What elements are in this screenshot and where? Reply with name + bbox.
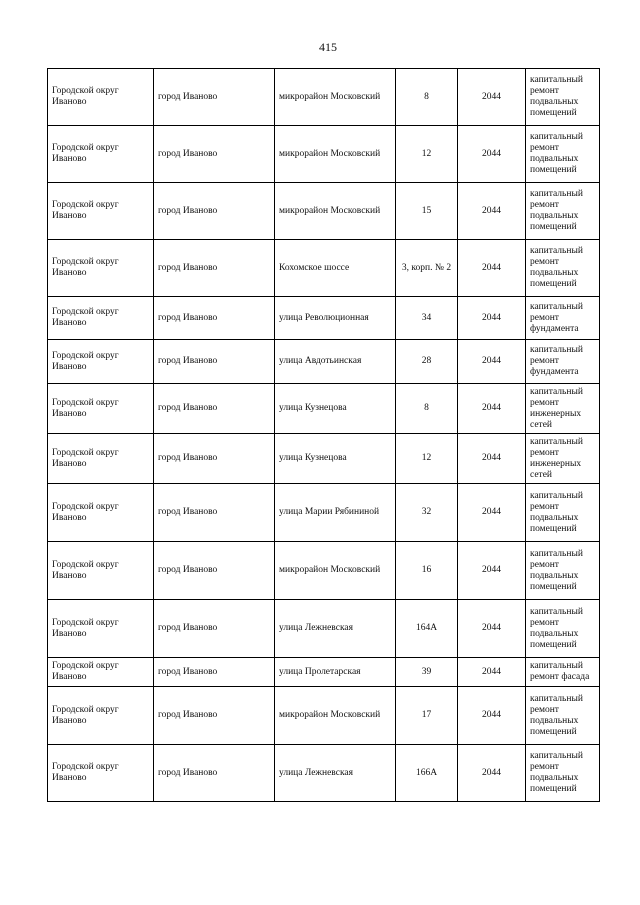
municipality-cell: Городской округ Иваново xyxy=(48,183,154,240)
work-type-cell: капитальный ремонт подвальных помещений xyxy=(526,687,600,745)
table-row xyxy=(48,745,600,802)
year-cell: 2044 xyxy=(458,434,526,484)
municipality-cell: Городской округ Иваново xyxy=(48,297,154,340)
year-cell: 2044 xyxy=(458,384,526,434)
house-number-cell: 8 xyxy=(396,384,458,434)
municipality-cell: Городской округ Иваново xyxy=(48,542,154,600)
house-number-cell: 34 xyxy=(396,297,458,340)
municipality-cell: Городской округ Иваново xyxy=(48,126,154,183)
year-cell: 2044 xyxy=(458,484,526,542)
house-number-cell: 39 xyxy=(396,658,458,687)
table-row xyxy=(48,542,600,600)
street-cell: микрорайон Московский xyxy=(275,126,396,183)
city-cell: город Иваново xyxy=(154,340,275,384)
work-type-cell: капитальный ремонт подвальных помещений xyxy=(526,240,600,297)
work-type-cell: капитальный ремонт подвальных помещений xyxy=(526,126,600,183)
house-number-cell: 17 xyxy=(396,687,458,745)
municipality-cell: Городской округ Иваново xyxy=(48,240,154,297)
street-cell: улица Авдотьинская xyxy=(275,340,396,384)
year-cell: 2044 xyxy=(458,658,526,687)
table-row xyxy=(48,297,600,340)
house-number-cell: 12 xyxy=(396,126,458,183)
city-cell: город Иваново xyxy=(154,240,275,297)
year-cell: 2044 xyxy=(458,745,526,802)
city-cell: город Иваново xyxy=(154,745,275,802)
year-cell: 2044 xyxy=(458,542,526,600)
work-type-cell: капитальный ремонт подвальных помещений xyxy=(526,183,600,240)
year-cell: 2044 xyxy=(458,600,526,658)
street-cell: улица Пролетарская xyxy=(275,658,396,687)
year-cell: 2044 xyxy=(458,687,526,745)
repair-schedule-table xyxy=(47,68,600,802)
street-cell: улица Революционная xyxy=(275,297,396,340)
street-cell: улица Лежневская xyxy=(275,745,396,802)
table-row xyxy=(48,484,600,542)
house-number-cell: 16 xyxy=(396,542,458,600)
year-cell: 2044 xyxy=(458,297,526,340)
street-cell: микрорайон Московский xyxy=(275,542,396,600)
municipality-cell: Городской округ Иваново xyxy=(48,384,154,434)
work-type-cell: капитальный ремонт фундамента xyxy=(526,340,600,384)
work-type-cell: капитальный ремонт подвальных помещений xyxy=(526,484,600,542)
work-type-cell: капитальный ремонт подвальных помещений xyxy=(526,745,600,802)
municipality-cell: Городской округ Иваново xyxy=(48,434,154,484)
table-row xyxy=(48,69,600,126)
house-number-cell: 12 xyxy=(396,434,458,484)
year-cell: 2044 xyxy=(458,183,526,240)
work-type-cell: капитальный ремонт подвальных помещений xyxy=(526,542,600,600)
city-cell: город Иваново xyxy=(154,687,275,745)
page-number: 415 xyxy=(319,40,337,54)
municipality-cell: Городской округ Иваново xyxy=(48,340,154,384)
table-body xyxy=(48,69,600,802)
house-number-cell: 166А xyxy=(396,745,458,802)
city-cell: город Иваново xyxy=(154,542,275,600)
work-type-cell: капитальный ремонт подвальных помещений xyxy=(526,600,600,658)
house-number-cell: 8 xyxy=(396,69,458,126)
municipality-cell: Городской округ Иваново xyxy=(48,600,154,658)
street-cell: микрорайон Московский xyxy=(275,183,396,240)
table-row xyxy=(48,340,600,384)
table-row xyxy=(48,126,600,183)
work-type-cell: капитальный ремонт фундамента xyxy=(526,297,600,340)
work-type-cell: капитальный ремонт подвальных помещений xyxy=(526,69,600,126)
year-cell: 2044 xyxy=(458,126,526,183)
city-cell: город Иваново xyxy=(154,69,275,126)
house-number-cell: 15 xyxy=(396,183,458,240)
table-row xyxy=(48,183,600,240)
table-row xyxy=(48,600,600,658)
city-cell: город Иваново xyxy=(154,484,275,542)
city-cell: город Иваново xyxy=(154,600,275,658)
house-number-cell: 3, корп. № 2 xyxy=(396,240,458,297)
year-cell: 2044 xyxy=(458,240,526,297)
street-cell: микрорайон Московский xyxy=(275,69,396,126)
municipality-cell: Городской округ Иваново xyxy=(48,484,154,542)
street-cell: улица Кузнецова xyxy=(275,384,396,434)
house-number-cell: 32 xyxy=(396,484,458,542)
table-row xyxy=(48,240,600,297)
city-cell: город Иваново xyxy=(154,183,275,240)
municipality-cell: Городской округ Иваново xyxy=(48,69,154,126)
city-cell: город Иваново xyxy=(154,384,275,434)
city-cell: город Иваново xyxy=(154,658,275,687)
year-cell: 2044 xyxy=(458,69,526,126)
municipality-cell: Городской округ Иваново xyxy=(48,745,154,802)
municipality-cell: Городской округ Иваново xyxy=(48,687,154,745)
street-cell: улица Марии Рябининой xyxy=(275,484,396,542)
table-row xyxy=(48,434,600,484)
city-cell: город Иваново xyxy=(154,297,275,340)
street-cell: Кохомское шоссе xyxy=(275,240,396,297)
street-cell: улица Лежневская xyxy=(275,600,396,658)
table-row xyxy=(48,658,600,687)
table-row xyxy=(48,687,600,745)
work-type-cell: капитальный ремонт инженерных сетей xyxy=(526,434,600,484)
house-number-cell: 28 xyxy=(396,340,458,384)
work-type-cell: капитальный ремонт инженерных сетей xyxy=(526,384,600,434)
municipality-cell: Городской округ Иваново xyxy=(48,658,154,687)
work-type-cell: капитальный ремонт фасада xyxy=(526,658,600,687)
street-cell: микрорайон Московский xyxy=(275,687,396,745)
city-cell: город Иваново xyxy=(154,434,275,484)
street-cell: улица Кузнецова xyxy=(275,434,396,484)
house-number-cell: 164А xyxy=(396,600,458,658)
year-cell: 2044 xyxy=(458,340,526,384)
city-cell: город Иваново xyxy=(154,126,275,183)
table-row xyxy=(48,384,600,434)
